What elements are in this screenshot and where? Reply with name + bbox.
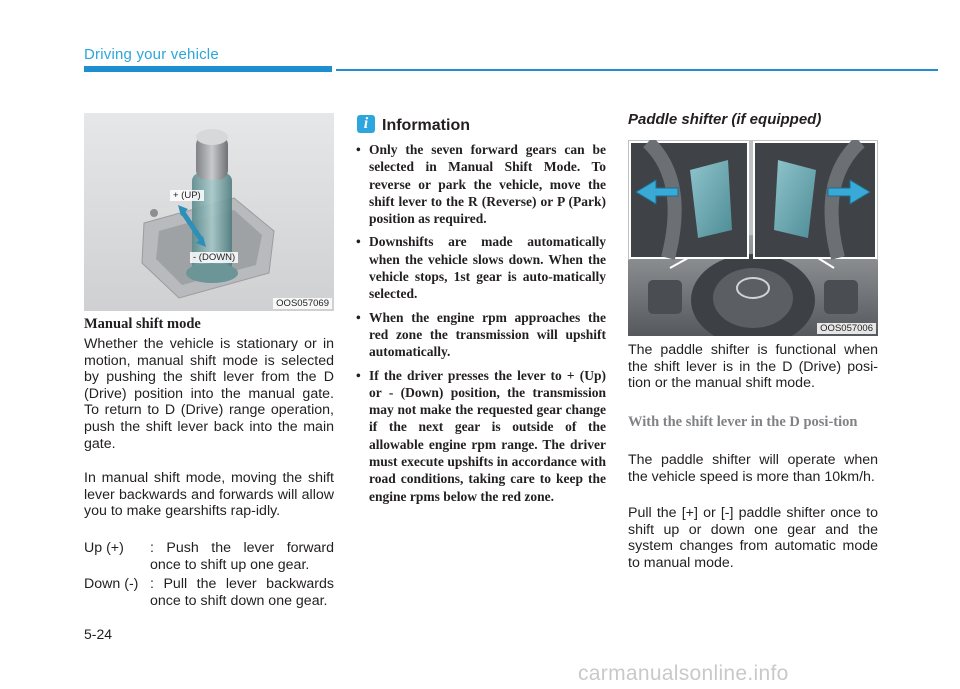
figure-label-up: + (UP) <box>170 190 204 201</box>
paddle-shifter-illustration <box>628 140 878 336</box>
info-bullet: • If the driver presses the lever to + (Up) or - (Down) position, the transmission may not make the requested gear change if the next gear is outside of the allowable engine rpm range. The driver must execute upshifts in accordance with road conditions, taking care to keep the engine rpms below the red zone. <box>356 367 606 505</box>
paddle-shifter-figure <box>628 140 878 336</box>
info-bullet: • When the engine rpm approaches the red zone the transmission will upshift automatically. <box>356 309 606 361</box>
up-definition <box>84 540 334 573</box>
down-description: : Pull the lever backwards once to shift down one gear. <box>150 576 334 609</box>
down-definition <box>84 576 334 609</box>
info-bullet: • Only the seven forward gears can be selected in Manual Shift Mode. To reverse or park the vehicle, move the shift lever to the R (Reverse) or P (Park) position as required. <box>356 141 606 227</box>
shift-lever-figure <box>84 113 334 311</box>
manual-shift-paragraph-2: In manual shift mode, moving the shift lever backwards and forwards will allow you to make gearshifts rap-idly. <box>84 470 334 520</box>
manual-shift-heading: Manual shift mode <box>84 316 201 332</box>
page-number: 5-24 <box>84 626 113 642</box>
d-position-subheading: With the shift lever in the D posi-tion <box>628 414 858 430</box>
info-bullet: • Downshifts are made automatically when the vehicle slows down. When the vehicle stops, 1st gear is auto-matically selected. <box>356 233 606 302</box>
up-term: Up (+) <box>84 540 124 556</box>
paddle-shifter-paragraph-3: Pull the [+] or [-] paddle shifter once to shift up or down one gear and the system changes from automatic mode to manual mode. <box>628 505 878 571</box>
up-description: : Push the lever forward once to shift up one gear. <box>150 540 334 573</box>
paddle-shifter-heading: Paddle shifter (if equipped) <box>628 111 822 128</box>
header-rule-thick <box>84 66 332 72</box>
info-icon: i <box>357 115 375 133</box>
watermark: carmanualsonline.info <box>578 662 789 685</box>
info-bullet-list <box>356 141 606 511</box>
header-rule-thin <box>336 69 938 71</box>
figure-code: OOS057006 <box>817 323 876 334</box>
paddle-shifter-paragraph-2: The paddle shifter will operate when the vehicle speed is more than 10km/h. <box>628 452 878 485</box>
figure-label-down: - (DOWN) <box>190 252 238 263</box>
paddle-shifter-paragraph-1: The paddle shifter is functional when the shift lever is in the D (Drive) posi-tion or the manual shift mode. <box>628 342 878 392</box>
section-title: Driving your vehicle <box>84 46 219 63</box>
info-title: Information <box>382 117 470 134</box>
shift-lever-illustration <box>84 113 334 311</box>
figure-code: OOS057069 <box>273 298 332 309</box>
down-term: Down (-) <box>84 576 139 592</box>
manual-shift-paragraph-1: Whether the vehicle is stationary or in motion, manual shift mode is selected by pushing the shift lever from the D (Drive) position into the manual gate. To return to D (Drive) range operation, push the shift lever back into the main gate. <box>84 336 334 452</box>
